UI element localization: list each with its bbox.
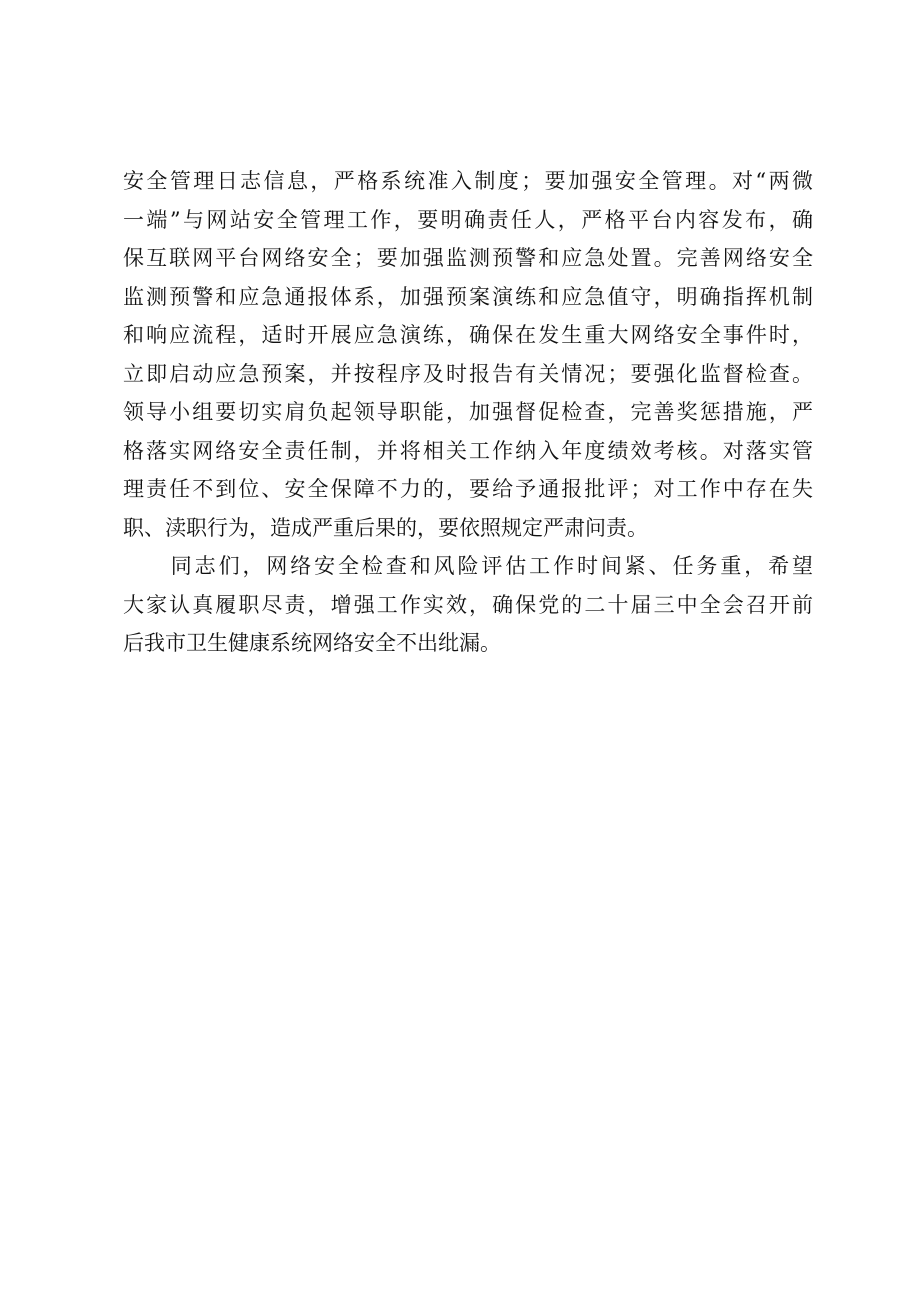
text-line: 后我市卫生健康系统网络安全不出纰漏。 <box>123 631 501 655</box>
text-line: 职、渎职行为，造成严重后果的，要依照规定严肃问责。 <box>123 515 648 540</box>
text-line: 同志们，网络安全检查和风险评估工作时间紧、任务重，希望 <box>123 554 813 578</box>
text-line: 大家认真履职尽责，增强工作实效，确保党的二十届三中全会召开前 <box>123 592 813 617</box>
text-line: 领导小组要切实肩负起领导职能，加强督促检查，完善奖惩措施，严 <box>123 400 813 424</box>
text-line: 监测预警和应急通报体系，加强预案演练和应急值守，明确指挥机制 <box>123 284 813 309</box>
text-line: 立即启动应急预案，并按程序及时报告有关情况；要强化监督检查。 <box>123 361 813 386</box>
paragraph <box>123 547 813 663</box>
text-line: 和响应流程，适时开展应急演练，确保在发生重大网络安全事件时， <box>123 323 813 347</box>
text-line: 安全管理日志信息，严格系统准入制度；要加强安全管理。对“两微 <box>123 169 813 193</box>
text-line: 一端”与网站安全管理工作，要明确责任人，严格平台内容发布，确 <box>123 207 813 232</box>
text-line: 理责任不到位、安全保障不力的，要给予通报批评；对工作中存在失 <box>123 477 813 501</box>
text-line: 保互联网平台网络安全；要加强监测预警和应急处置。完善网络安全 <box>123 246 813 270</box>
document-body <box>123 162 813 663</box>
text-line: 格落实网络安全责任制，并将相关工作纳入年度绩效考核。对落实管 <box>123 438 813 463</box>
paragraph <box>123 162 813 547</box>
